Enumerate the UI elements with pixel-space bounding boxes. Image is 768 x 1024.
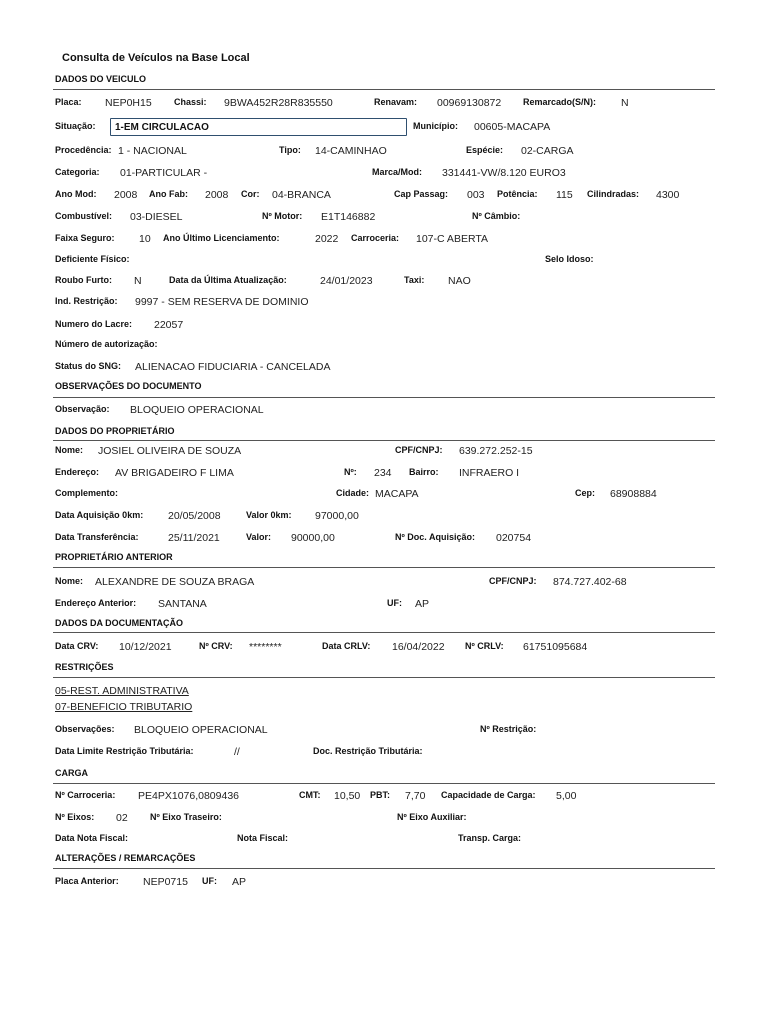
- prop-endereco-value: AV BRIGADEIRO F LIMA: [115, 467, 234, 479]
- situacao-field[interactable]: [110, 118, 407, 136]
- section-header-observacoes: OBSERVAÇÕES DO DOCUMENTO: [55, 381, 202, 391]
- renavam-value: 00969130872: [437, 97, 502, 109]
- eixos-label: Nº Eixos:: [55, 812, 95, 822]
- prop-endereco-label: Endereço:: [55, 467, 100, 477]
- carroceria-label: Carroceria:: [351, 233, 400, 243]
- section-divider: [53, 868, 715, 869]
- ant-nome-value: ALEXANDRE DE SOUZA BRAGA: [95, 576, 255, 588]
- doc-restricao-label: Doc. Restrição Tributária:: [313, 746, 423, 756]
- selo-label: Selo Idoso:: [545, 254, 594, 264]
- prop-bairro-label: Bairro:: [409, 467, 439, 477]
- section-divider: [53, 567, 715, 568]
- alt-uf-label: UF:: [202, 876, 217, 886]
- marca-label: Marca/Mod:: [372, 167, 423, 177]
- ind-restricao-value: 9997 - SEM RESERVA DE DOMINIO: [135, 296, 309, 308]
- valor-value: 90000,00: [291, 532, 335, 544]
- eixos-value: 02: [116, 812, 128, 824]
- cap-passag-label: Cap Passag:: [394, 189, 449, 199]
- crv-label: Nº CRV:: [199, 641, 233, 651]
- ant-uf-label: UF:: [387, 598, 402, 608]
- ano-fab-label: Ano Fab:: [149, 189, 188, 199]
- cor-value: 04-BRANCA: [272, 189, 331, 201]
- municipio-label: Município:: [413, 121, 458, 131]
- deficiente-label: Deficiente Físico:: [55, 254, 130, 264]
- prop-cidade-label: Cidade:: [336, 488, 370, 498]
- chassi-value: 9BWA452R28R835550: [224, 97, 333, 109]
- prop-num-label: Nº:: [344, 467, 357, 477]
- ano-lic-value: 2022: [315, 233, 339, 245]
- data-transf-label: Data Transferência:: [55, 532, 139, 542]
- pbt-label: PBT:: [370, 790, 390, 800]
- cor-label: Cor:: [241, 189, 260, 199]
- combustivel-label: Combustível:: [55, 211, 113, 221]
- prop-nome-label: Nome:: [55, 445, 84, 455]
- renavam-label: Renavam:: [374, 97, 418, 107]
- data-transf-value: 25/11/2021: [168, 532, 220, 544]
- eixo-aux-label: Nº Eixo Auxiliar:: [397, 812, 467, 822]
- crlv-label: Nº CRLV:: [465, 641, 504, 651]
- valor0-value: 97000,00: [315, 510, 359, 522]
- placa-anterior-label: Placa Anterior:: [55, 876, 119, 886]
- data-aquis-value: 20/05/2008: [168, 510, 221, 522]
- potencia-label: Potência:: [497, 189, 538, 199]
- roubo-value: N: [134, 275, 142, 287]
- faixa-label: Faixa Seguro:: [55, 233, 115, 243]
- procedencia-label: Procedência:: [55, 145, 112, 155]
- section-divider: [53, 677, 715, 678]
- situacao-value: 1-EM CIRCULACAO: [115, 122, 209, 133]
- prop-cep-label: Cep:: [575, 488, 595, 498]
- crv-value: ********: [249, 641, 282, 653]
- data-crlv-value: 16/04/2022: [392, 641, 445, 653]
- nota-label: Nota Fiscal:: [237, 833, 289, 843]
- municipio-value: 00605-MACAPA: [474, 121, 551, 133]
- eixo-traseiro-label: Nº Eixo Traseiro:: [150, 812, 222, 822]
- data-limite-label: Data Limite Restrição Tributária:: [55, 746, 194, 756]
- procedencia-value: 1 - NACIONAL: [118, 145, 187, 157]
- remarcado-value: N: [621, 97, 629, 109]
- data-nota-label: Data Nota Fiscal:: [55, 833, 129, 843]
- data-crv-label: Data CRV:: [55, 641, 99, 651]
- transp-label: Transp. Carga:: [458, 833, 522, 843]
- cap-passag-value: 003: [467, 189, 485, 201]
- prop-cpf-label: CPF/CNPJ:: [395, 445, 443, 455]
- ult-atual-value: 24/01/2023: [320, 275, 373, 287]
- observacao-value: BLOQUEIO OPERACIONAL: [130, 404, 264, 416]
- autorizacao-label: Número de autorização:: [55, 339, 158, 349]
- sng-label: Status do SNG:: [55, 361, 122, 371]
- section-header-alteracoes: ALTERAÇÕES / REMARCAÇÕES: [55, 853, 196, 863]
- observacao-label: Observação:: [55, 404, 110, 414]
- ant-uf-value: AP: [415, 598, 430, 610]
- section-header-documentacao: DADOS DA DOCUMENTAÇÃO: [55, 618, 183, 628]
- remarcado-label: Remarcado(S/N):: [523, 97, 597, 107]
- valor0-label: Valor 0km:: [246, 510, 292, 520]
- ano-fab-value: 2008: [205, 189, 229, 201]
- ult-atual-label: Data da Última Atualização:: [169, 275, 287, 285]
- doc-aquis-label: Nº Doc. Aquisição:: [395, 532, 475, 542]
- taxi-value: NAO: [448, 275, 471, 287]
- ant-cpf-value: 874.727.402-68: [553, 576, 627, 588]
- cambio-label: Nº Câmbio:: [472, 211, 521, 221]
- num-restricao-label: Nº Restrição:: [480, 724, 537, 734]
- restricao-obs-value: BLOQUEIO OPERACIONAL: [134, 724, 268, 736]
- cilindradas-value: 4300: [656, 189, 680, 201]
- carroceria-value: 107-C ABERTA: [416, 233, 488, 245]
- prop-num-value: 234: [374, 467, 392, 479]
- lacre-label: Numero do Lacre:: [55, 319, 133, 329]
- prop-cpf-value: 639.272.252-15: [459, 445, 533, 457]
- section-header-carga: CARGA: [55, 768, 88, 778]
- section-header-proprietario-anterior: PROPRIETÁRIO ANTERIOR: [55, 552, 173, 562]
- page-title: Consulta de Veículos na Base Local: [62, 52, 250, 64]
- placa-label: Placa:: [55, 97, 82, 107]
- cap-carga-value: 5,00: [556, 790, 577, 802]
- marca-value: 331441-VW/8.120 EURO3: [442, 167, 566, 179]
- section-divider: [53, 632, 715, 633]
- prop-cep-value: 68908884: [610, 488, 657, 500]
- data-crlv-label: Data CRLV:: [322, 641, 371, 651]
- crlv-value: 61751095684: [523, 641, 588, 653]
- cap-carga-label: Capacidade de Carga:: [441, 790, 536, 800]
- prop-bairro-value: INFRAERO I: [459, 467, 520, 479]
- sng-value: ALIENACAO FIDUCIARIA - CANCELADA: [135, 361, 331, 373]
- carga-carroceria-label: Nº Carroceria:: [55, 790, 116, 800]
- cilindradas-label: Cilindradas:: [587, 189, 640, 199]
- especie-value: 02-CARGA: [521, 145, 574, 157]
- especie-label: Espécie:: [466, 145, 504, 155]
- motor-label: Nº Motor:: [262, 211, 303, 221]
- pbt-value: 7,70: [405, 790, 426, 802]
- section-header-proprietario: DADOS DO PROPRIETÁRIO: [55, 426, 175, 436]
- carga-carroceria-value: PE4PX1076,0809436: [138, 790, 240, 802]
- data-limite-value: //: [234, 746, 240, 758]
- prop-cidade-value: MACAPA: [375, 488, 419, 500]
- section-header-veiculo: DADOS DO VEICULO: [55, 74, 147, 84]
- section-divider: [53, 783, 715, 784]
- section-divider: [53, 89, 715, 90]
- data-crv-value: 10/12/2021: [119, 641, 172, 653]
- section-divider: [53, 397, 715, 398]
- alt-uf-value: AP: [232, 876, 247, 888]
- potencia-value: 115: [556, 189, 573, 201]
- section-divider: [53, 440, 715, 441]
- valor-label: Valor:: [246, 532, 272, 542]
- situacao-label: Situação:: [55, 121, 96, 131]
- restricao-item-1[interactable]: 05-REST. ADMINISTRATIVA: [55, 685, 189, 697]
- ant-endereco-label: Endereço Anterior:: [55, 598, 137, 608]
- data-aquis-label: Data Aquisição 0km:: [55, 510, 144, 520]
- categoria-value: 01-PARTICULAR -: [120, 167, 208, 179]
- taxi-label: Taxi:: [404, 275, 425, 285]
- combustivel-value: 03-DIESEL: [130, 211, 183, 223]
- prop-complemento-label: Complemento:: [55, 488, 118, 498]
- placa-anterior-value: NEP0715: [143, 876, 188, 888]
- lacre-value: 22057: [154, 319, 184, 331]
- tipo-label: Tipo:: [279, 145, 301, 155]
- section-header-restricoes: RESTRIÇÕES: [55, 662, 114, 672]
- ant-nome-label: Nome:: [55, 576, 84, 586]
- tipo-value: 14-CAMINHAO: [315, 145, 387, 157]
- roubo-label: Roubo Furto:: [55, 275, 112, 285]
- prop-nome-value: JOSIEL OLIVEIRA DE SOUZA: [98, 445, 242, 457]
- chassi-label: Chassi:: [174, 97, 207, 107]
- restricao-obs-label: Observações:: [55, 724, 115, 734]
- cmt-value: 10,50: [334, 790, 361, 802]
- doc-aquis-value: 020754: [496, 532, 532, 544]
- ano-mod-label: Ano Mod:: [55, 189, 97, 199]
- ant-cpf-label: CPF/CNPJ:: [489, 576, 537, 586]
- ant-endereco-value: SANTANA: [158, 598, 207, 610]
- ano-mod-value: 2008: [114, 189, 138, 201]
- categoria-label: Categoria:: [55, 167, 100, 177]
- motor-value: E1T146882: [321, 211, 376, 223]
- ind-restricao-label: Ind. Restrição:: [55, 296, 118, 306]
- cmt-label: CMT:: [299, 790, 321, 800]
- placa-value: NEP0H15: [105, 97, 152, 109]
- restricao-item-2[interactable]: 07-BENEFICIO TRIBUTARIO: [55, 701, 193, 713]
- faixa-value: 10: [139, 233, 151, 245]
- ano-lic-label: Ano Último Licenciamento:: [163, 233, 280, 243]
